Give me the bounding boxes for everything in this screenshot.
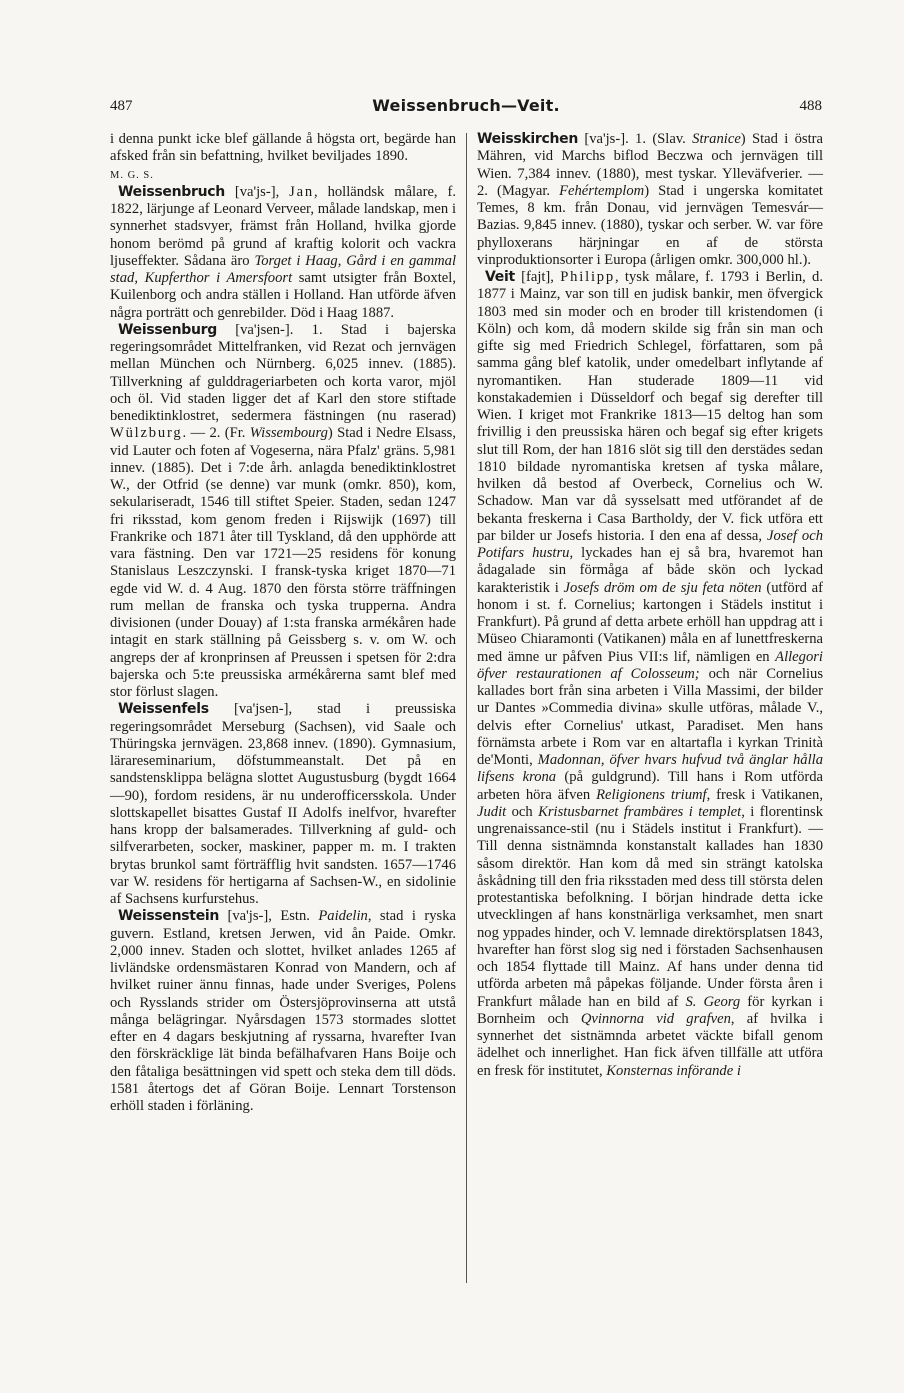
entry-weissenbruch: Weissenbruch [va'js-], Jan, holländsk målare, f. 1822, lärjunge af Leonard Verveer, målade landskap, men i synnerhet stadsvyer, främst från Holland, hvilka gjorde honom berömd på grund af kraftig kolorit och vackra ljuseffekter. Sådana äro Torget i Haag, Gård i en gammal stad, Kupferthor i Amersfoort samt utsigter från Boxtel, Kuilenborg och andra ställen i Holland. Han utförde äfven några porträtt och genrebilder. Död i Haag 1887. — [110, 183, 456, 321]
entry-veit: Veit [fajt], Philipp, tysk målare, f. 1793 i Berlin, d. 1877 i Mainz, var son till en judisk bankir, men öfvergick 1803 med sin moder och en broder till kristendomen (i Köln) och kom, då modern skilde sig från sin man och gifte sig med Friedrich Schlegel, författaren, som på samma gång blef katolik, under omedelbart inflytande af nyromantiken. Han studerade 1809—11 vid konstakademien i Düsseldorf och begaf sig derefter till Wien. I kriget mot Frankrike 1813—15 deltog han som frivillig i den preussiska hären och begaf sig efter krigets slut till Rom, der han 1816 slöt sig till den derstädes sedan 1810 bildade nyromantiska kretsen af tyska målare, hvilken då bestod af Overbeck, Cornelius och W. Schadow. Man var då sysselsatt med utförandet af de bekanta freskerna i Casa Bartholdy, der V. fick utföra ett par bilder ur Josefs historia. I den ena af dessa, Josef och Potifars hustru, lyckades han ej så bra, hvaremot han ådagalade sin förmåga af både skön och lyckad karakteristik i Josefs dröm om de sju feta nöten (utförd af honom i st. f. Cornelius; kartongen i Städels institut i Frankfurt). På grund af detta arbete erhöll han uppdrag att i Müseo Chiaramonti (Vatikanen) måla en af lunettfreskerna med ämne ur påfven Pius VII:s lif, nämligen en Allegori öfver restaurationen af Colosseum; och när Cornelius kallades bort från sina arbeten i Villa Massimi, der bilder ur Dantes »Commedia divina» skulle utföras, målade V., delvis efter Cornelius' utkast, Paradiset. Men hans förnämsta arbete i Rom var en altartafla i kyrkan Trinità de'Monti, Madonnan, öfver hvars hufvud två änglar hålla lifsens krona (på guldgrund). Till hans i Rom utförda arbeten höra äfven Religionens triumf, fresk i Vatikanen, Judit och Kristusbarnet frambäres i templet, i florentinsk ungrenaissance-stil (nu i Städels institut i Frankfurt). — Till denna sistnämnda konstanstalt kallades han 1830 såsom direktör. Han kom då med sin strängt katolska åskådning till den fria riksstaden med dess till största delen protestantiska befolkning. I början hindrade detta icke utvecklingen af hans konstnärliga verksamhet, men snart nog yppades hinder, och V. lemnade direktörsplatsen 1843, hvarefter han först slog sig ned i förstaden Sachsenhausen och 1854 flyttade till Mainz. Af hans under denna tid utförda arbeten må påpekas följande. Under första åren i Frankfurt målade han en bild af S. Georg för kyrkan i Bornheim och Qvinnorna vid grafven, af hvilka i synnerhet det sistnämnda arbetet väckte bifall genom ädelhet och innerlighet. Han fick äfven tillfälle att utföra en fresk för institutet, Konsternas införande i — [477, 269, 824, 1079]
left-column — [110, 131, 456, 1115]
right-column — [477, 131, 823, 1080]
page-number-right: 488 — [799, 98, 822, 114]
entry-weissenburg: Weissenburg [va'jsen-]. 1. Stad i bajerska regeringsområdet Mittelfranken, vid Rezat och jernvägen mellan München och Nürnberg. 6,025 innev. (1885). Tillverkning af gulddrageriarbeten och korta varor, mjöl och öl. Vid staden ligger det af Karl den store stiftade benediktinklostret, sedermera fästningen (nu raserad) Wülzburg. — 2. (Fr. Wissembourg) Stad i Nedre Elsass, vid Lauter och foten af Vogeserna, nära Pfalz' gräns. 5,981 innev. (1885). Det i 7:de årh. anlagda benediktinklostret W., der Otfrid (se denne) var munk (omkr. 850), kom, sekulariseradt, 1546 till stiftet Speier. Staden, sedan 1247 fri riksstad, kom genom freden i Rijswijk (1697) till Frankrike och 1871 åter till Tyskland, då den upphörde att vara fästning. Den var 1721—25 residens för konung Stanislaus Leszczynski. I fransk-tyska kriget 1870—71 egde vid W. d. 4 Aug. 1870 den första större träffningen rum mellan de franska och tyska trupperna. Andra divisionen (under Douay) af 1:sta franska armékåren hade intagit en stark ställning på Geissberg s. v. om W. och angreps der af kronprinsen af Preussen i spetsen för 2:dra bajerska och 5:te preussiska armékårerna samt blef med stor förlust slagen. — [110, 321, 456, 700]
headword: Weissenstein — [118, 908, 220, 925]
entry-weisskirchen: Weisskirchen [va'js-]. 1. (Slav. Stranice) Stad i östra Mähren, vid Marchs biflod Beczwa och jernvägen till Wien. 7,384 innev. (1880), mest tyskar. Ylleväfverier. — 2. (Magyar. Fehértemplom) Stad i ungerska komitatet Temes, 8 km. från Donau, vid jernvägen Temesvár—Bazias. 9,845 innev. (1880), tyskar och serber. W. var före phylloxerans härjningar en af de största vinproduktionsorter i Europa (årligen omkr. 300,000 hl.). — [477, 131, 823, 268]
headword: Weissenburg — [118, 321, 217, 338]
headword: Weissenfels — [118, 701, 209, 718]
page-header — [110, 98, 822, 122]
headword: Weisskirchen — [477, 131, 579, 147]
entry-weissenstein: Weissenstein [va'js-], Estn. Paidelin, stad i ryska guvern. Estland, kretsen Jerwen, vid ån Paide. Omkr. 2,000 innev. Staden och slottet, hvilket anlades 1265 af livländske ordensmästaren Konrad von Mandern, och af hvilket ruiner ännu finnas, hade under Sveriges, Polens och Rysslands strider om Östersjöprovinserna att utstå många belägringar. Nyårsdagen 1573 stormades slottet efter en 4 dagars beskjutning af ryssarna, hvarefter Ivan den förskräcklige lät binda befälhafvaren Hans Boije och den fåtaliga besättningen vid spett och steka dem till döds. 1581 återtogs det af Göran Boije. Lennart Torstenson erhöll staden i förläning. — [110, 908, 456, 1114]
running-title: Weissenbruch—Veit. — [372, 96, 560, 115]
headword: Veit — [485, 269, 515, 285]
entry-weissenfels: Weissenfels [va'jsen-], stad i preussiska regeringsområdet Merseburg (Sachsen), vid Saale och Thüringska jernvägen. 23,868 innev. (1890). Gymnasium, lärareseminarium, döfstummeanstalt. Det på en sandstensklippa belägna slottet Augustusburg (bygdt 1664—90), fordom residens, är nu underofficersskola. Under slottskapellet bisattes Gustaf II Adolfs inelfvor, hvarefter hans kropp der balsamerades. Tillverkning af guld- och silfverarbeten, socker, maskiner, papper m. m. I trakten brytas brunkol samt förträfflig hvit sandsten. 1657—1746 var W. residens för hertigarna af Sachsen-W., en sidolinie af Sachsens kurfurstehus. — [110, 701, 456, 907]
page-number-left: 487 — [110, 98, 133, 114]
author-signature: M. G. S. — [110, 169, 154, 181]
continued-paragraph: i denna punkt icke blef gällande å högsta ort, begärde han afsked från sin befattning, hvilket beviljades 1890.M. G. S. — [110, 131, 456, 181]
headword: Weissenbruch — [118, 183, 225, 200]
column-divider — [466, 133, 467, 1283]
